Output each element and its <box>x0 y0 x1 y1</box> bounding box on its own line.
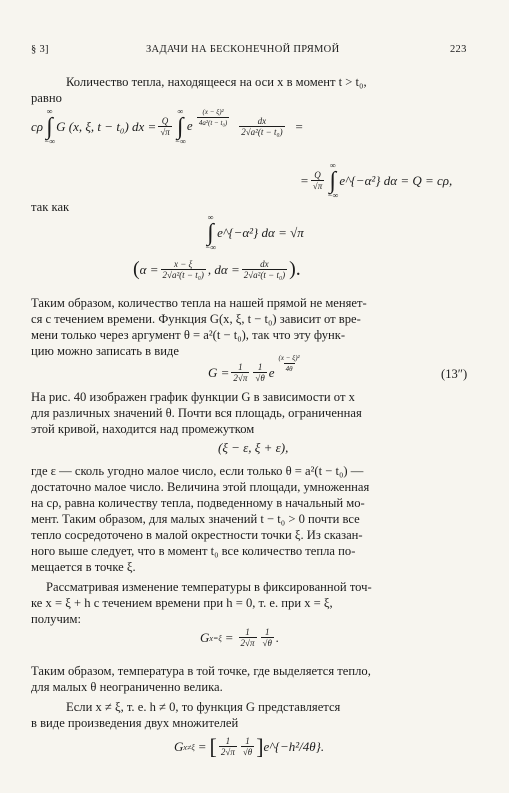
text-line: достаточно малое число. Величина этой площади, умноженная <box>31 480 370 494</box>
text-line: для различных значений θ. Почти вся площадь, ограниченная <box>31 406 362 420</box>
text-line: Таким образом, температура в той точке, где выделяется тепло, <box>31 664 371 678</box>
text-line: в виде произведения двух множителей <box>31 716 239 730</box>
fraction-dx: $\frac{dx}{\text{2√a²(t − t₀)}}$ <box>241 116 283 137</box>
running-title: ЗАДАЧИ НА БЕСКОНЕЧНОЙ ПРЯМОЙ <box>146 44 340 55</box>
G-expression: G (x, ξ, t − t₀) dx = <box>56 119 157 134</box>
formula-G-theta: G = $\frac{1}{2√\pi}$ 1 √θ e (x − ξ)² 4θ <box>208 354 300 383</box>
text-line: для малых θ неограниченно велика. <box>31 680 223 694</box>
text-line: равно <box>31 91 62 105</box>
c-rho: cρ <box>31 119 44 134</box>
text-line: Количество тепла, находящееся на оси x в момент t > t₀, <box>66 75 367 89</box>
formula-alpha-definition: ( α = $\frac{x - \xi}{\text{2√a²(t − t₀)}}$ , dα = $\frac{dx}{\text{2√a²(t − t₀)}}$ ). <box>133 258 301 280</box>
exponential: e $\frac{\text{(x − ξ)²}}{\text{4a²(t − t₀)}}$ <box>186 108 228 133</box>
section-mark: § 3] <box>31 44 49 55</box>
integral-sign: ∞ ∫ −∞ <box>44 107 56 146</box>
text-line: где ε — сколь угодно малое число, если только θ = a²(t − t₀) — <box>31 464 364 478</box>
text-line: так как <box>31 200 70 214</box>
formula-integral-line-1: cρ ∞ ∫ −∞ G (x, ξ, t − t₀) dx = $\frac{Q}{√\pi}$ ∞ ∫ −∞ e $\frac{\text{(x − ξ)²}}{\text{4a²(t − t₀)}}$ $\frac{dx}{\text{2√a²(t − t₀)}}$ = <box>31 107 304 146</box>
equation-number: (13″) <box>441 367 468 381</box>
integral-sign: ∞ ∫ −∞ <box>327 161 339 200</box>
text-line: на cρ, равна количеству тепла, подведенному в начальный мо- <box>31 496 365 510</box>
formula-G-x-eq-xi: G x=ξ = $\frac{1}{2√\pi}$ 1 √θ . <box>200 627 280 648</box>
formula-G-x-neq-xi: G x≠ξ = [ 1 2√π 1 √θ ] e^{−h²/4θ}. <box>174 734 325 759</box>
text-line: этой кривой, находится над промежутком <box>31 422 255 436</box>
formula-gauss-integral: ∞ ∫ −∞ e^{−α²} dα = √π <box>205 213 304 252</box>
text-line: получим: <box>31 612 81 626</box>
page-number: 223 <box>450 44 467 55</box>
text-line: Таким образом, количество тепла на нашей прямой не меняет- <box>31 296 367 310</box>
integral-sign: ∞ ∫ −∞ <box>205 213 217 252</box>
text-line: Рассматривая изменение температуры в фиксированной точ- <box>46 580 372 594</box>
text-line: мент. Таким образом, для малых значений t − t₀ > 0 почти все <box>31 512 360 526</box>
formula-integral-line-2: = $\frac{Q}{√\pi}$ ∞ ∫ −∞ e^{−α²} dα = Q = cρ, <box>300 161 453 200</box>
text-line: ного выше следует, что в момент t₀ все количество тепла по- <box>31 544 356 558</box>
fraction-Q-sqrtpi: $\frac{Q}{√\pi}$ <box>160 116 170 137</box>
text-line: Если x ≠ ξ, т. е. h ≠ 0, то функция G представляется <box>66 700 341 714</box>
formula-interval: (ξ − ε, ξ + ε), <box>218 440 289 455</box>
text-line: мещается в точке ξ. <box>31 560 136 574</box>
text-line: цию можно записать в виде <box>31 344 179 358</box>
text-line: На рис. 40 изображен график функции G в зависимости от x <box>31 390 355 404</box>
text-line: тепло сосредоточено в малой окрестности точки ξ. Из сказан- <box>31 528 363 542</box>
text-line: ке x = ξ + h с течением времени при h = 0, т. е. при x = ξ, <box>31 596 333 610</box>
fraction-Q-sqrtpi: $\frac{Q}{√\pi}$ <box>312 170 323 191</box>
integral-sign: ∞ ∫ −∞ <box>174 107 186 146</box>
text-line: ся с течением времени. Функция G(x, ξ, t − t₀) зависит от вре- <box>31 312 361 326</box>
text-line: мени только через аргумент θ = a²(t − t₀), так что эту функ- <box>31 328 346 342</box>
